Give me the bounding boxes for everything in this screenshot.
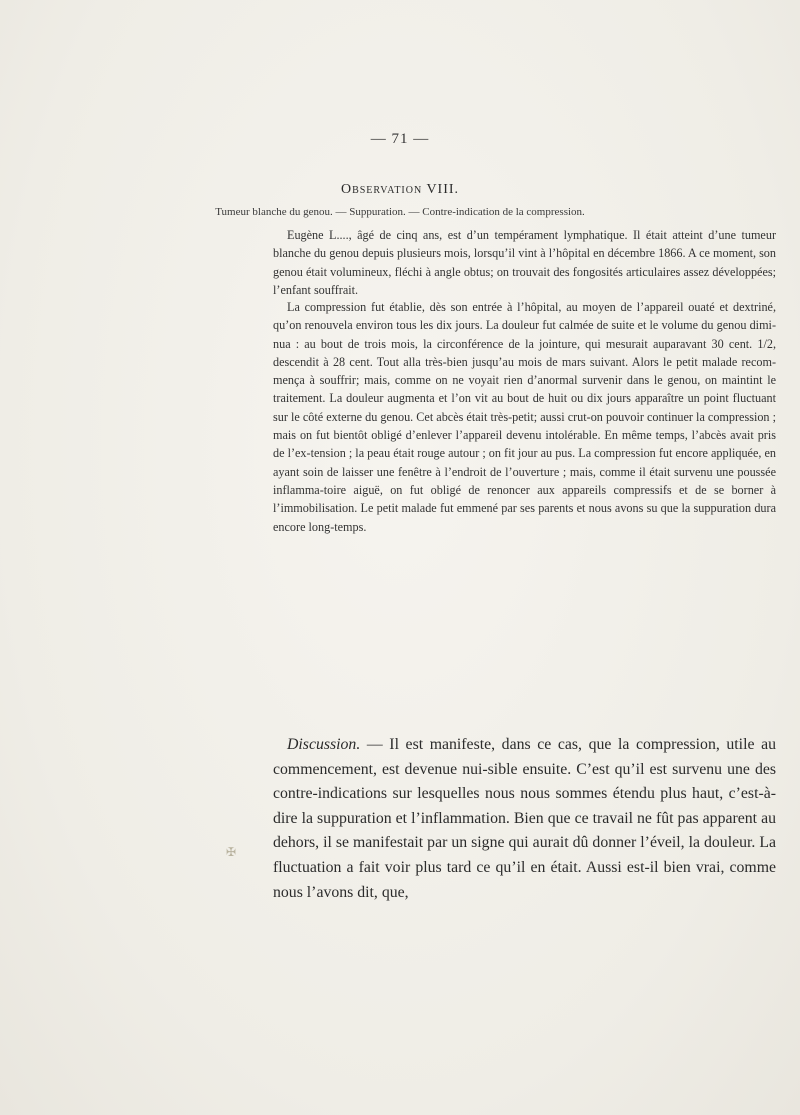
observation-summary: Tumeur blanche du genou. — Suppuration. — Contre-indication de la compression. [215, 206, 585, 218]
discussion-body: — Il est manifeste, dans ce cas, que la compression, utile au commencement, est devenue nui-sible ensuite. C’est qu’il est survenu une des contre-indications sur lesquelles nous nous sommes étendu plus haut, c’est-à-dire la suppuration et l’inflammation. Bien que ce travail ne fût pas apparent au dehors, il se manifestait par un signe qui aurait dû donner l’éveil, la douleur. La fluctuation a fait voir plus tard ce qu’il en était. Aussi est-il bien vrai, comme nous l’avons dit, que, [273, 736, 776, 901]
case-paragraph-2: La compression fut établie, dès son entrée à l’hôpital, au moyen de l’appareil ouaté et dextriné, qu’on renouvela environ tous les dix jours. La douleur fut calmée de suite et le volume du genou dimi-nua : au bout de trois mois, la circonférence de la jointure, qui mesurait auparavant 30 cent. 1/2, descendit à 28 cent. Tout alla très-bien jusqu’au mois de mars suivant. Alors le petit malade recom-mença à souffrir; mais, comme on ne voyait rien d’anormal survenir dans le genou, on maintint le traitement. La douleur augmenta et l’on vit au bout de huit ou dix jours apparaître un point fluctuant sur le côté externe du genou. Cet abcès était très-petit; aussi crut-on pouvoir continuer la compression ; mais on fut bientôt obligé d’enlever l’appareil devenu intolérable. En même temps, l’abcès avait pris de l’ex-tension ; la peau était rouge autour ; on fit jour au pus. La compression fut encore appliquée, en ayant soin de laisser une fenêtre à l’endroit de l’ouverture ; mais, comme il était survenu une poussée inflamma-toire aiguë, on fut obligé de renoncer aux appareils compressifs et de se borner à l’immobilisation. Le petit malade fut emmené par ses parents et nous avons su que la suppuration dura encore long-temps. [273, 300, 776, 534]
observation-title: Observation VIII. [340, 182, 460, 197]
page-number: — 71 — [370, 131, 430, 147]
discussion-label: Discussion. [287, 736, 361, 753]
case-paragraph-1: Eugène L...., âgé de cinq ans, est d’un tempérament lymphatique. Il était atteint d’une tumeur blanche du genou depuis plusieurs mois, lorsqu’il vint à l’hôpital en décembre 1866. A ce moment, son genou était volumineux, fléchi à angle obtus; on trouvait des fongosités articulaires assez développées; l’enfant souffrait. [273, 228, 776, 297]
discussion-paragraph [273, 733, 776, 905]
margin-pencil-mark: ✠ [226, 845, 237, 859]
treatment-description-block [273, 298, 776, 536]
discussion-section [273, 733, 776, 905]
case-description-block [273, 226, 776, 299]
